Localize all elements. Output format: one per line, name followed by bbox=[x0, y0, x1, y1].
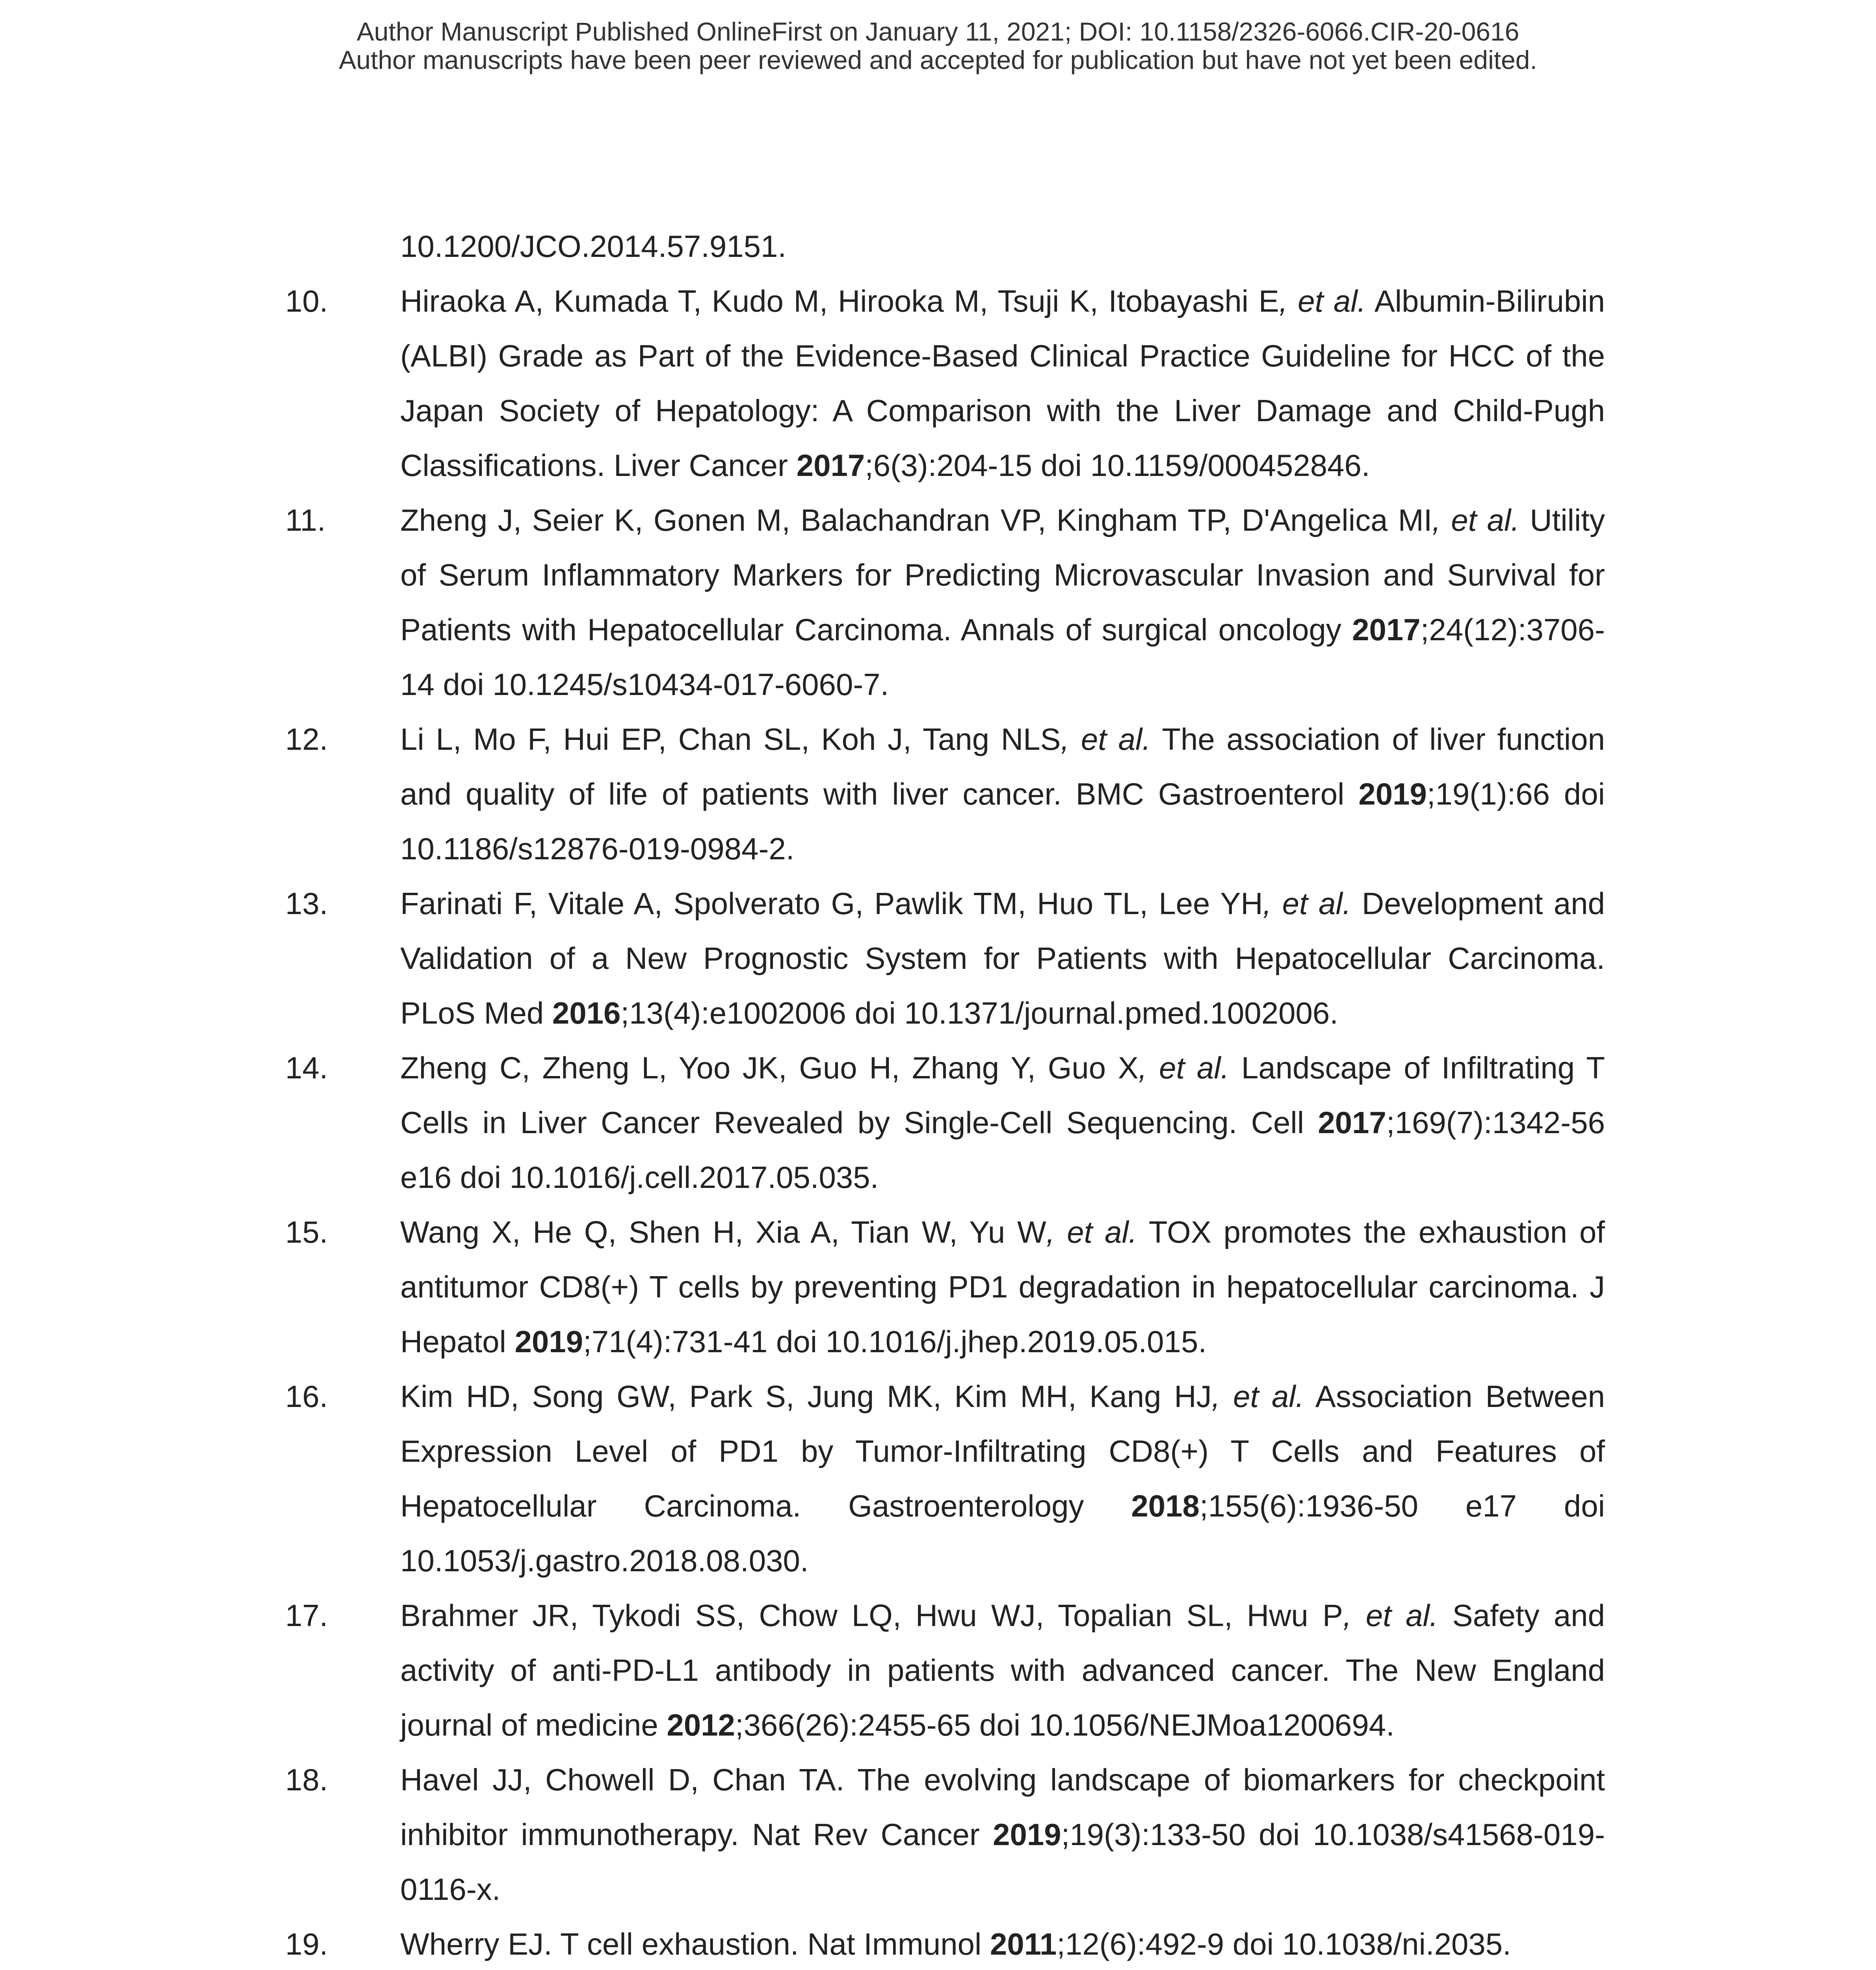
reference-entry bbox=[0, 1588, 1876, 1753]
reference-text bbox=[400, 219, 1605, 274]
reference-et-al: , et al. bbox=[1046, 1215, 1137, 1249]
reference-et-al: , et al. bbox=[1432, 503, 1520, 537]
reference-entry bbox=[0, 1205, 1876, 1369]
reference-body: TOX promotes the exhaustion of antitumor CD8(+) T cells by preventing PD1 degradation in hepatocellular carcinoma. J Hepatol bbox=[400, 1215, 1605, 1359]
reference-body: Safety and activity of anti-PD-L1 antibody in patients with advanced cancer. The New England journal of medicine bbox=[400, 1598, 1605, 1742]
reference-text bbox=[400, 876, 1605, 1041]
reference-text bbox=[400, 1369, 1605, 1588]
reference-text bbox=[400, 712, 1605, 876]
manuscript-header bbox=[0, 17, 1876, 74]
reference-text bbox=[400, 1205, 1605, 1369]
reference-et-al: , et al. bbox=[1343, 1598, 1438, 1633]
reference-body: Association Between Expression Level of PD1 by Tumor-Infiltrating CD8(+) T Cells and Features of Hepatocellular Carcinoma. Gastroenterology bbox=[400, 1379, 1605, 1523]
reference-year: 2017 bbox=[1352, 612, 1421, 647]
reference-entry bbox=[0, 1917, 1876, 1970]
reference-number: 16. bbox=[285, 1379, 328, 1414]
reference-number: 11. bbox=[285, 503, 326, 537]
reference-citation: ;19(1):66 doi 10.1186/s12876-019-0984-2. bbox=[400, 777, 1605, 866]
reference-list bbox=[0, 219, 1876, 1970]
reference-year: 2019 bbox=[515, 1324, 583, 1359]
reference-number: 17. bbox=[285, 1598, 328, 1633]
reference-body: Development and Validation of a New Prognostic System for Patients with Hepatocellular Carcinoma. PLoS Med bbox=[400, 886, 1605, 1030]
reference-citation: ;155(6):1936-50 e17 doi 10.1053/j.gastro.2018.08.030. bbox=[400, 1489, 1605, 1578]
reference-body: Albumin-Bilirubin (ALBI) Grade as Part of the Evidence-Based Clinical Practice Guideline for HCC of the Japan Society of Hepatology: A Comparison with the Liver Damage and Child-Pugh Classifications. Liver Cancer bbox=[400, 284, 1605, 483]
header-line-2: Author manuscripts have been peer reviewed and accepted for publication but have not yet been edited. bbox=[339, 45, 1537, 74]
reference-number: 15. bbox=[285, 1215, 328, 1249]
reference-citation: ;6(3):204-15 doi 10.1159/000452846. bbox=[865, 448, 1370, 483]
reference-authors: Wang X, He Q, Shen H, Xia A, Tian W, Yu W bbox=[400, 1215, 1046, 1249]
reference-entry bbox=[0, 219, 1876, 274]
reference-text bbox=[400, 1041, 1605, 1205]
reference-citation: ;71(4):731-41 doi 10.1016/j.jhep.2019.05.015. bbox=[583, 1324, 1207, 1359]
reference-citation: ;13(4):e1002006 doi 10.1371/journal.pmed.1002006. bbox=[620, 996, 1338, 1030]
reference-authors: Brahmer JR, Tykodi SS, Chow LQ, Hwu WJ, Topalian SL, Hwu P bbox=[400, 1598, 1343, 1633]
reference-year: 2017 bbox=[1318, 1105, 1386, 1140]
reference-number: 10. bbox=[285, 284, 328, 318]
reference-entry bbox=[0, 1369, 1876, 1588]
reference-text bbox=[400, 1588, 1605, 1753]
reference-body: Utility of Serum Inflammatory Markers for Predicting Microvascular Invasion and Survival for Patients with Hepatocellular Carcinoma. Annals of surgical oncology bbox=[400, 503, 1605, 647]
reference-entry bbox=[0, 493, 1876, 712]
reference-body: The association of liver function and quality of life of patients with liver cancer. BMC Gastroenterol bbox=[400, 722, 1605, 811]
reference-citation: ;19(3):133-50 doi 10.1038/s41568-019-0116-x. bbox=[400, 1817, 1605, 1907]
reference-number: 18. bbox=[285, 1762, 328, 1797]
reference-citation: ;24(12):3706-14 doi 10.1245/s10434-017-6060-7. bbox=[400, 612, 1605, 702]
reference-citation: ;12(6):492-9 doi 10.1038/ni.2035. bbox=[1057, 1927, 1511, 1961]
reference-year: 2018 bbox=[1131, 1489, 1200, 1523]
reference-et-al: , et al. bbox=[1279, 284, 1366, 318]
reference-entry bbox=[0, 876, 1876, 1041]
reference-authors: Zheng J, Seier K, Gonen M, Balachandran VP, Kingham TP, D'Angelica MI bbox=[400, 503, 1432, 537]
reference-number: 12. bbox=[285, 722, 328, 756]
reference-number: 14. bbox=[285, 1050, 328, 1085]
reference-year: 2017 bbox=[796, 448, 865, 483]
header-line-1: Author Manuscript Published OnlineFirst on January 11, 2021; DOI: 10.1158/2326-6066.CIR-20-0616 bbox=[357, 17, 1519, 46]
reference-authors: Farinati F, Vitale A, Spolverato G, Pawlik TM, Huo TL, Lee YH bbox=[400, 886, 1263, 921]
reference-entry bbox=[0, 712, 1876, 876]
reference-citation: ;169(7):1342-56 e16 doi 10.1016/j.cell.2017.05.035. bbox=[400, 1105, 1605, 1195]
reference-year: 2016 bbox=[552, 996, 621, 1030]
reference-et-al: , et al. bbox=[1138, 1050, 1230, 1085]
reference-year: 2011 bbox=[990, 1927, 1057, 1961]
reference-et-al: , et al. bbox=[1061, 722, 1151, 756]
reference-citation: ;366(26):2455-65 doi 10.1056/NEJMoa1200694. bbox=[735, 1708, 1395, 1742]
reference-entry bbox=[0, 1753, 1876, 1917]
reference-body: Wherry EJ. T cell exhaustion. Nat Immunol bbox=[400, 1927, 990, 1961]
reference-number: 19. bbox=[285, 1927, 328, 1961]
reference-entry bbox=[0, 1041, 1876, 1205]
reference-year: 2012 bbox=[667, 1708, 735, 1742]
reference-body: Havel JJ, Chowell D, Chan TA. The evolving landscape of biomarkers for checkpoint inhibitor immunotherapy. Nat Rev Cancer bbox=[400, 1762, 1605, 1852]
reference-text bbox=[400, 1917, 1605, 1970]
reference-text bbox=[400, 493, 1605, 712]
reference-text bbox=[400, 1753, 1605, 1917]
reference-authors: Kim HD, Song GW, Park S, Jung MK, Kim MH, Kang HJ bbox=[400, 1379, 1212, 1414]
reference-year: 2019 bbox=[1358, 777, 1427, 811]
reference-authors: Li L, Mo F, Hui EP, Chan SL, Koh J, Tang NLS bbox=[400, 722, 1061, 756]
reference-year: 2019 bbox=[993, 1817, 1061, 1852]
reference-et-al: , et al. bbox=[1211, 1379, 1304, 1414]
reference-body: 10.1200/JCO.2014.57.9151. bbox=[400, 229, 787, 264]
reference-number: 13. bbox=[285, 886, 328, 921]
reference-authors: Zheng C, Zheng L, Yoo JK, Guo H, Zhang Y, Guo X bbox=[400, 1050, 1139, 1085]
reference-entry bbox=[0, 274, 1876, 493]
reference-body: Landscape of Infiltrating T Cells in Liver Cancer Revealed by Single-Cell Sequencing. Cell bbox=[400, 1050, 1605, 1140]
reference-authors: Hiraoka A, Kumada T, Kudo M, Hirooka M, Tsuji K, Itobayashi E bbox=[400, 284, 1279, 318]
reference-et-al: , et al. bbox=[1263, 886, 1351, 921]
reference-text bbox=[400, 274, 1605, 493]
